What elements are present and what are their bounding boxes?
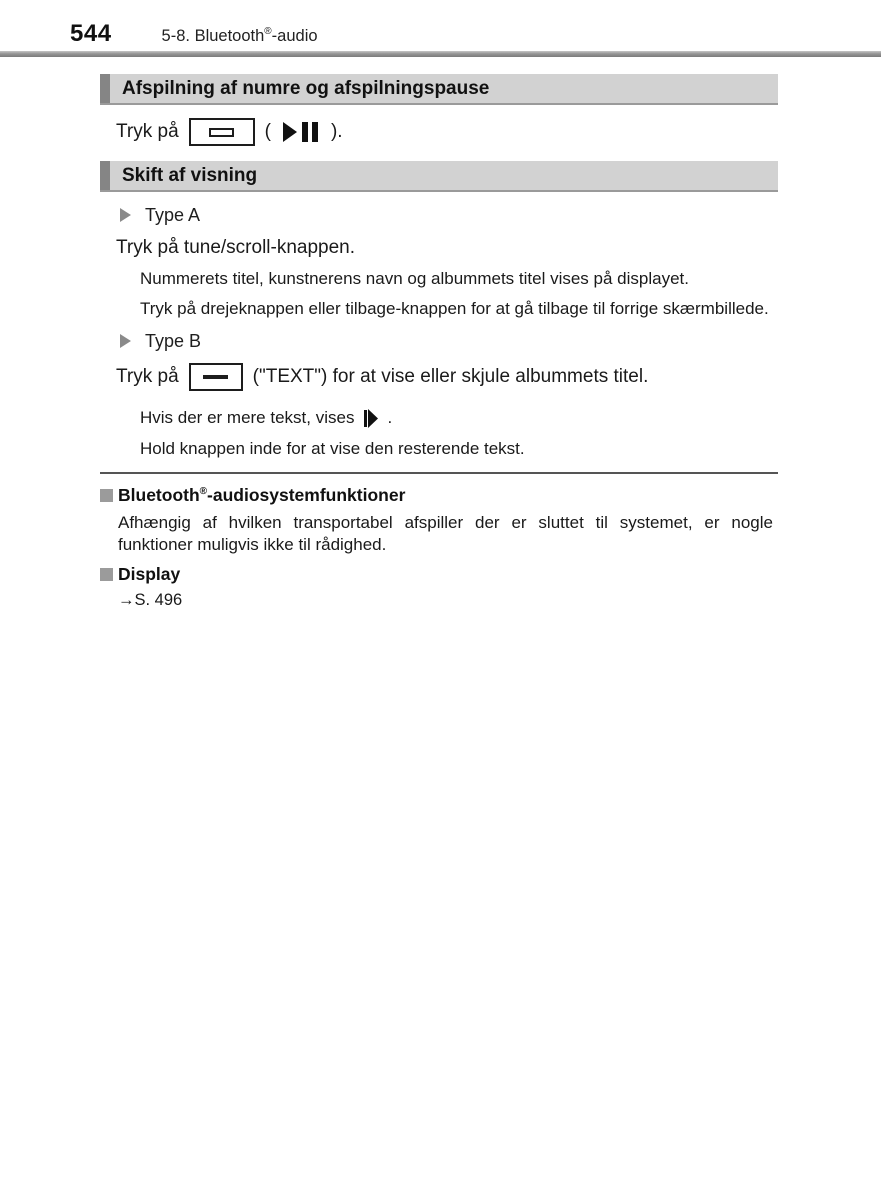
footnote-heading-text	[118, 485, 405, 506]
page-content	[100, 74, 778, 614]
triangle-marker-icon	[120, 208, 131, 222]
page-number: 544	[70, 20, 112, 47]
play-pause-instruction	[116, 117, 778, 147]
heading-pre: Bluetooth	[118, 485, 200, 505]
section-title: Skift af visning	[122, 164, 258, 186]
square-bullet-icon	[100, 489, 113, 502]
triangle-marker-icon	[120, 334, 131, 348]
instruction-text-post: ("TEXT") for at vise eller skjule albummets titel.	[252, 366, 649, 387]
type-a-label-row	[120, 204, 778, 226]
instruction-text: Tryk på	[116, 121, 179, 142]
paren-close: ).	[330, 121, 343, 142]
square-bullet-icon	[100, 568, 113, 581]
registered-trademark-symbol: ®	[199, 486, 208, 497]
breadcrumb-text: 5-8. Bluetooth	[161, 27, 265, 45]
type-a-instruction: Tryk på tune/scroll-knappen.	[116, 237, 356, 258]
instruction-text: Tryk på	[116, 366, 179, 387]
footnote-body: Afhængig af hvilken transportabel afspiller der er sluttet til systemet, er nogle funktioner muligvis ikke til rådighed.	[118, 513, 773, 554]
breadcrumb-suffix: -audio	[271, 27, 318, 45]
footnote-heading-text: Display	[118, 564, 181, 584]
tune-scroll-button-icon	[189, 118, 255, 146]
type-a-label: Type A	[145, 204, 201, 225]
more-text-indicator-icon	[364, 409, 379, 428]
section-title: Afspilning af numre og afspilningspause	[122, 77, 490, 99]
type-a-note-2: Tryk på drejeknappen eller tilbage-knappen for at gå tilbage til forrige skærmbillede.	[140, 299, 769, 318]
section-accent-bar	[100, 161, 110, 190]
text-button-icon	[189, 363, 243, 391]
note-text: Hvis der er mere tekst, vises	[140, 408, 355, 427]
paren-open: (	[264, 121, 271, 142]
registered-trademark-symbol: ®	[264, 26, 272, 37]
heading-post: -audiosystemfunktioner	[207, 485, 406, 505]
type-b-instruction	[116, 362, 778, 392]
type-a-note-1: Nummerets titel, kunstnerens navn og albummets titel vises på displayet.	[140, 269, 689, 288]
section-accent-bar	[100, 74, 110, 103]
footnote-heading-bluetooth	[100, 484, 778, 507]
play-pause-icon	[283, 122, 319, 142]
type-b-label: Type B	[145, 330, 202, 351]
type-b-note-1	[140, 406, 778, 430]
type-b-label-row	[120, 330, 778, 352]
section-header-display	[100, 161, 778, 192]
note-text-post: .	[387, 408, 393, 427]
footnote-divider	[100, 472, 778, 474]
page-header	[70, 20, 318, 48]
section-header-playback	[100, 74, 778, 105]
type-b-note-2: Hold knappen inde for at vise den resterende tekst.	[140, 439, 525, 458]
breadcrumb	[162, 26, 318, 46]
button-dash-glyph	[203, 375, 228, 379]
page-reference: →S. 496	[118, 591, 183, 609]
button-pill-glyph	[209, 128, 234, 137]
header-divider-rule	[0, 51, 881, 57]
footnote-heading-display	[100, 563, 778, 586]
